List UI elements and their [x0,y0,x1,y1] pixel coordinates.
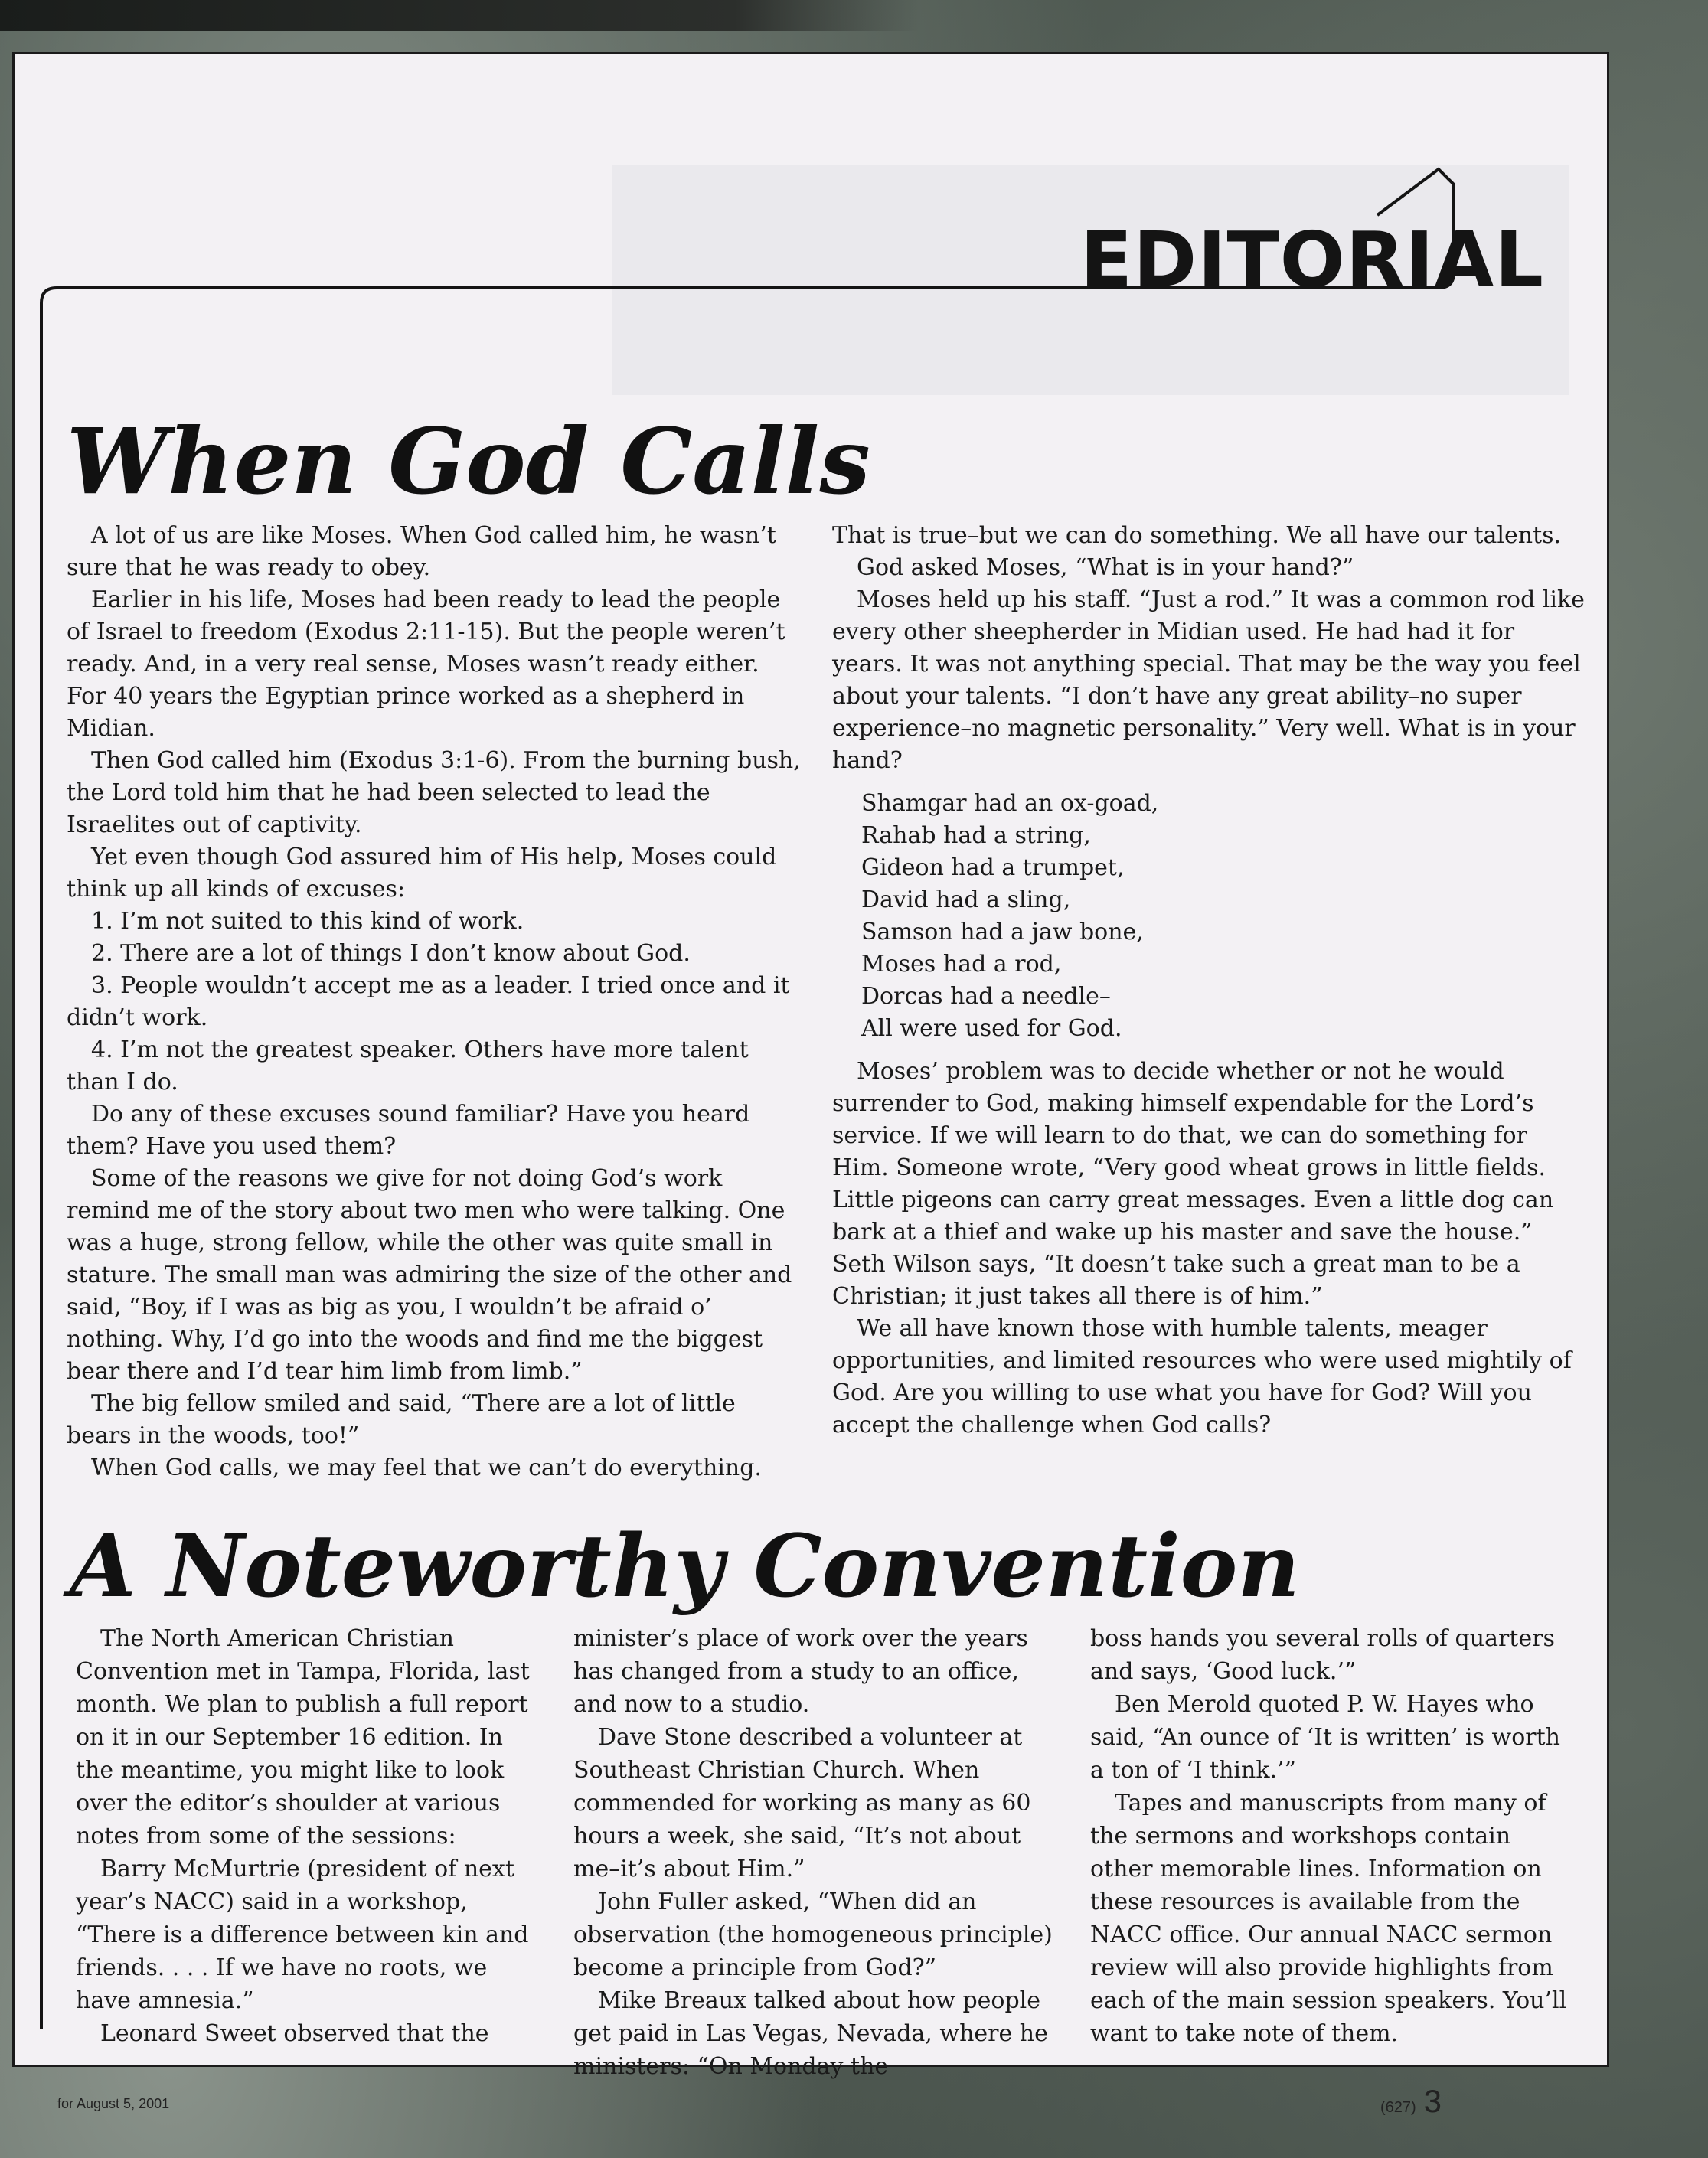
paragraph: Leonard Sweet observed that the [100,2020,489,2047]
article-title-noteworthy-convention: A Noteworthy Convention [70,1516,1300,1617]
poem-line: Moses had a rod, [861,951,1062,978]
paragraph: Mike Breaux talked about how people get paid in Las Vegas, Nevada, where he ministers: “On Monday the [573,1987,1048,2080]
paragraph: Ben Merold quoted P. W. Hayes who said, “An ounce of ‘It is written’ is worth a ton of ‘I think.’” [1090,1691,1561,1784]
poem-line: All were used for God. [861,1015,1122,1042]
poem-line: Dorcas had a needle– [861,983,1111,1010]
paragraph: John Fuller asked, “When did an observation (the homogeneous principle) become a principle from God?” [573,1889,1053,1981]
paragraph: We all have known those with humble talents, meager opportunities, and limited resources who were used mightily of God. Are you willing to use what you have for God? Will you accept the challenge when God calls? [832,1315,1572,1438]
page-footer [1380,2083,1442,2120]
list-item: 4. I’m not the greatest speaker. Others have more talent than I do. [67,1037,749,1095]
folio-code: (627) [1380,2099,1416,2116]
section-label: EDITORIAL [1079,215,1544,305]
paragraph: That is true–but we can do something. We all have our talents. [832,522,1562,549]
paragraph: Dave Stone described a volunteer at Southeast Christian Church. When commended for working as many as 60 hours a week, she said, “It’s not about me–it’s about Him.” [573,1724,1031,1882]
paragraph: A lot of us are like Moses. When God called him, he wasn’t sure that he was ready to obey. [67,522,776,581]
poem-line: Rahab had a string, [861,822,1091,849]
poem-line: Shamgar had an ox-goad, [861,790,1159,817]
paragraph: Then God called him (Exodus 3:1-6). From the burning bush, the Lord told him that he had been selected to lead the Israelites out of captivity. [67,747,801,838]
article1-column-1 [67,520,802,1484]
paragraph: Moses’ problem was to decide whether or not he would surrender to God, making himself expendable for the Lord’s service. If we will learn to do that, we can do something for Him. Someone wrote, “Very good wheat grows in little fields. Little pigeons can carry great messages. Even a little dog can bark at a thief and wake up his master and save the house.” Seth Wilson says, “It doesn’t take such a great man to be a Christian; it just takes all there is of him.” [832,1058,1554,1310]
article2-column-3 [1090,1622,1580,2050]
magazine-page [12,52,1609,2119]
paragraph: The North American Christian Convention met in Tampa, Florida, last month. We plan to publish a full report on it in our September 16 edition. In the meantime, you might like to look over the editor’s shoulder at various notes from some of the sessions: [76,1625,530,1849]
paragraph: Earlier in his life, Moses had been ready to lead the people of Israel to freedom (Exodus 2:11-15). But the people weren’t ready. And, in a very real sense, Moses wasn’t ready either. For 40 years the Egyptian prince worked as a shepherd in Midian. [67,586,785,742]
paragraph: God asked Moses, “What is in your hand?” [857,554,1354,581]
paragraph: The big fellow smiled and said, “There are a lot of little bears in the woods, too!” [67,1390,736,1449]
list-item: 3. People wouldn’t accept me as a leader. I tried once and it didn’t work. [67,972,790,1031]
article1-column-2 [832,520,1590,1441]
paragraph: Tapes and manuscripts from many of the sermons and workshops contain other memorable lines. Information on these resources is available from the NACC office. Our annual NACC sermon review will also provide highlights from each of the main session speakers. You’ll want to take note of them. [1090,1790,1567,2047]
paragraph: Do any of these excuses sound familiar? Have you heard them? Have you used them? [67,1101,750,1160]
scan-top-edge [0,0,919,31]
poem-line: Samson had a jaw bone, [861,919,1144,945]
article2-column-2 [573,1622,1063,2083]
issue-date: for August 5, 2001 [57,2096,170,2111]
paragraph: minister’s place of work over the years has changed from a study to an office, and now to a studio. [573,1625,1028,1718]
article2-column-1 [76,1622,535,2050]
list-item: 2. There are a lot of things I don’t know about God. [91,940,691,967]
paragraph: Moses held up his staff. “Just a rod.” It was a common rod like every other sheepherder in Midian used. He had had it for years. It was not anything special. That may be the way you feel about your talents. “I don’t have any great ability–no super experience–no magnetic personality.” Very well. What is in your hand? [832,586,1585,774]
page-number: 3 [1423,2083,1442,2119]
article-title-when-god-calls: When God Calls [67,408,870,514]
poem-line: Gideon had a trumpet, [861,854,1125,881]
paragraph: Barry McMurtrie (president of next year’s NACC) said in a workshop, “There is a difference between kin and friends. . . . If we have no roots, we have amnesia.” [76,1856,529,2014]
paragraph: Some of the reasons we give for not doing God’s work remind me of the story about two men who were talking. One was a huge, strong fellow, while the other was quite small in stature. The small man was admiring the size of the other and said, “Boy, if I was as big as you, I wouldn’t be afraid o’ nothing. Why, I’d go into the woods and find me the biggest bear there and I’d tear him limb from limb.” [67,1165,792,1385]
paragraph: boss hands you several rolls of quarters and says, ‘Good luck.’” [1090,1625,1555,1685]
list-item: 1. I’m not suited to this kind of work. [91,908,524,935]
paragraph: Yet even though God assured him of His help, Moses could think up all kinds of excuses: [67,844,777,903]
poem [832,788,1590,1045]
paragraph: When God calls, we may feel that we can’t do everything. [91,1454,762,1481]
poem-line: David had a sling, [861,886,1071,913]
